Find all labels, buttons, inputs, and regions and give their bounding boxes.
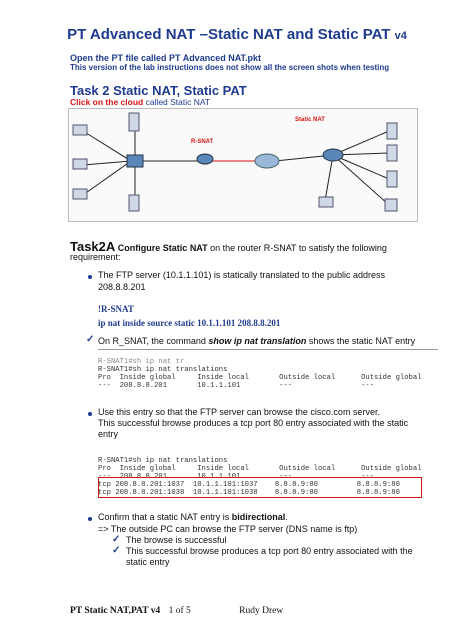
bullet3-sub1: The browse is successful — [126, 535, 227, 545]
bullet3-line1 — [98, 512, 288, 522]
term2-line4: tcp 208.8.8.201:1037 10.1.1.101:1037 8.8.8.9:80 8.8.8.9:80 — [98, 481, 400, 489]
bullet-dot — [88, 412, 92, 416]
bullet3-post: . — [285, 512, 288, 522]
page-title — [0, 26, 474, 43]
pc-icon — [73, 189, 87, 199]
server-icon — [129, 113, 139, 131]
switch-icon — [127, 155, 143, 167]
pc-icon — [385, 199, 397, 211]
cloud-label: Static NAT — [295, 117, 325, 123]
term1-line3: --- 208.8.8.201 10.1.1.101 --- --- — [98, 382, 375, 390]
router-icon — [323, 149, 343, 161]
check1-cmd: show ip nat translation — [208, 336, 307, 346]
bullet2-line3: entry — [98, 429, 119, 439]
bullet-dot — [88, 275, 92, 279]
task2a-label: Task2A — [70, 239, 116, 254]
task2a-configure: Configure Static — [115, 243, 190, 253]
footer-page: 1 of 5 — [168, 606, 191, 616]
router-icon — [197, 154, 213, 164]
task2a-rest: on the router R-SNAT to satisfy the following — [207, 243, 387, 253]
terminal-output-1 — [98, 349, 438, 394]
network-topology-image — [68, 108, 418, 222]
bullet-dot — [88, 517, 92, 521]
check1-text — [98, 336, 415, 346]
task2a-line2: requirement: — [70, 252, 121, 262]
router-label: R-SNAT — [191, 139, 214, 145]
page-footer — [70, 606, 283, 616]
highlight-box — [98, 477, 422, 498]
title-version: v4 — [394, 30, 407, 42]
instruction-open-file: Open the PT file called PT Advanced NAT.pkt — [70, 53, 262, 63]
pc-icon — [73, 159, 87, 169]
term2-line3: --- 208.8.8.201 10.1.1.101 --- --- — [98, 473, 375, 481]
footer-author: Rudy Drew — [239, 606, 284, 616]
check-icon: ✓ — [86, 334, 95, 345]
check1-pre: On R_SNAT, the command — [98, 336, 209, 346]
server-icon — [387, 123, 397, 139]
topology-svg — [69, 109, 417, 221]
term1-line2: Pro Inside global Inside local Outside local Outside global — [98, 374, 422, 382]
check-icon: ✓ — [112, 545, 121, 556]
instruction-note: This version of the lab instructions does not show all the screen shots when testing — [70, 63, 390, 72]
bullet3-sub3: static entry — [126, 557, 170, 567]
term1-line1: R-SNAT1#sh ip nat translations — [98, 366, 228, 374]
footer-doc: PT Static NAT,PAT v4 — [70, 606, 161, 616]
pc-icon — [319, 197, 333, 207]
task2-heading: Task 2 Static NAT, Static PAT — [70, 83, 247, 98]
term2-line1: R-SNAT1#sh ip nat translations — [98, 457, 228, 465]
bullet3-pre: Confirm that a static NAT entry is — [98, 512, 232, 522]
term1-line0: R-SNAT1#sh ip nat tr — [98, 358, 185, 366]
cloud-icon — [255, 154, 279, 168]
bullet3-arrow: => The outside PC can browse the FTP server (DNS name is ftp) — [98, 524, 358, 534]
click-cloud-rest: called Static NAT — [143, 97, 211, 107]
bullet3-sub2: This successful browse produces a tcp port 80 entry associated with the — [126, 546, 413, 556]
bullet2-line1: Use this entry so that the FTP server can browse the cisco.com server. — [98, 407, 380, 417]
bullet1-line1: The FTP server (10.1.1.101) is statically translated to the public address — [98, 270, 385, 280]
task2a-nat: NAT — [189, 243, 208, 253]
term2-line2: Pro Inside global Inside local Outside local Outside global — [98, 465, 422, 473]
config-command: ip nat inside source static 10.1.1.101 208.8.8.201 — [98, 318, 281, 328]
check-icon: ✓ — [112, 534, 121, 545]
check1-post: shows the static NAT entry — [306, 336, 416, 346]
bullet3-bold: bidirectional — [231, 512, 286, 522]
bullet2-line2: This successful browse produces a tcp port 80 entry associated with the static — [98, 418, 409, 428]
bullet1-line2: 208.8.8.201 — [98, 282, 146, 292]
click-cloud-text: Click on the cloud — [70, 97, 144, 107]
term2-line5: tcp 208.8.8.201:1038 10.1.1.101:1038 8.8.8.9:80 8.8.8.9:80 — [98, 489, 400, 497]
server-icon — [387, 171, 397, 187]
server-icon — [129, 195, 139, 211]
task2-click-instruction — [70, 97, 210, 107]
title-main: PT Advanced NAT –Static NAT and Static PAT — [67, 26, 395, 43]
pc-icon — [73, 125, 87, 135]
server-icon — [387, 145, 397, 161]
config-hostname: !R-SNAT — [98, 304, 134, 314]
